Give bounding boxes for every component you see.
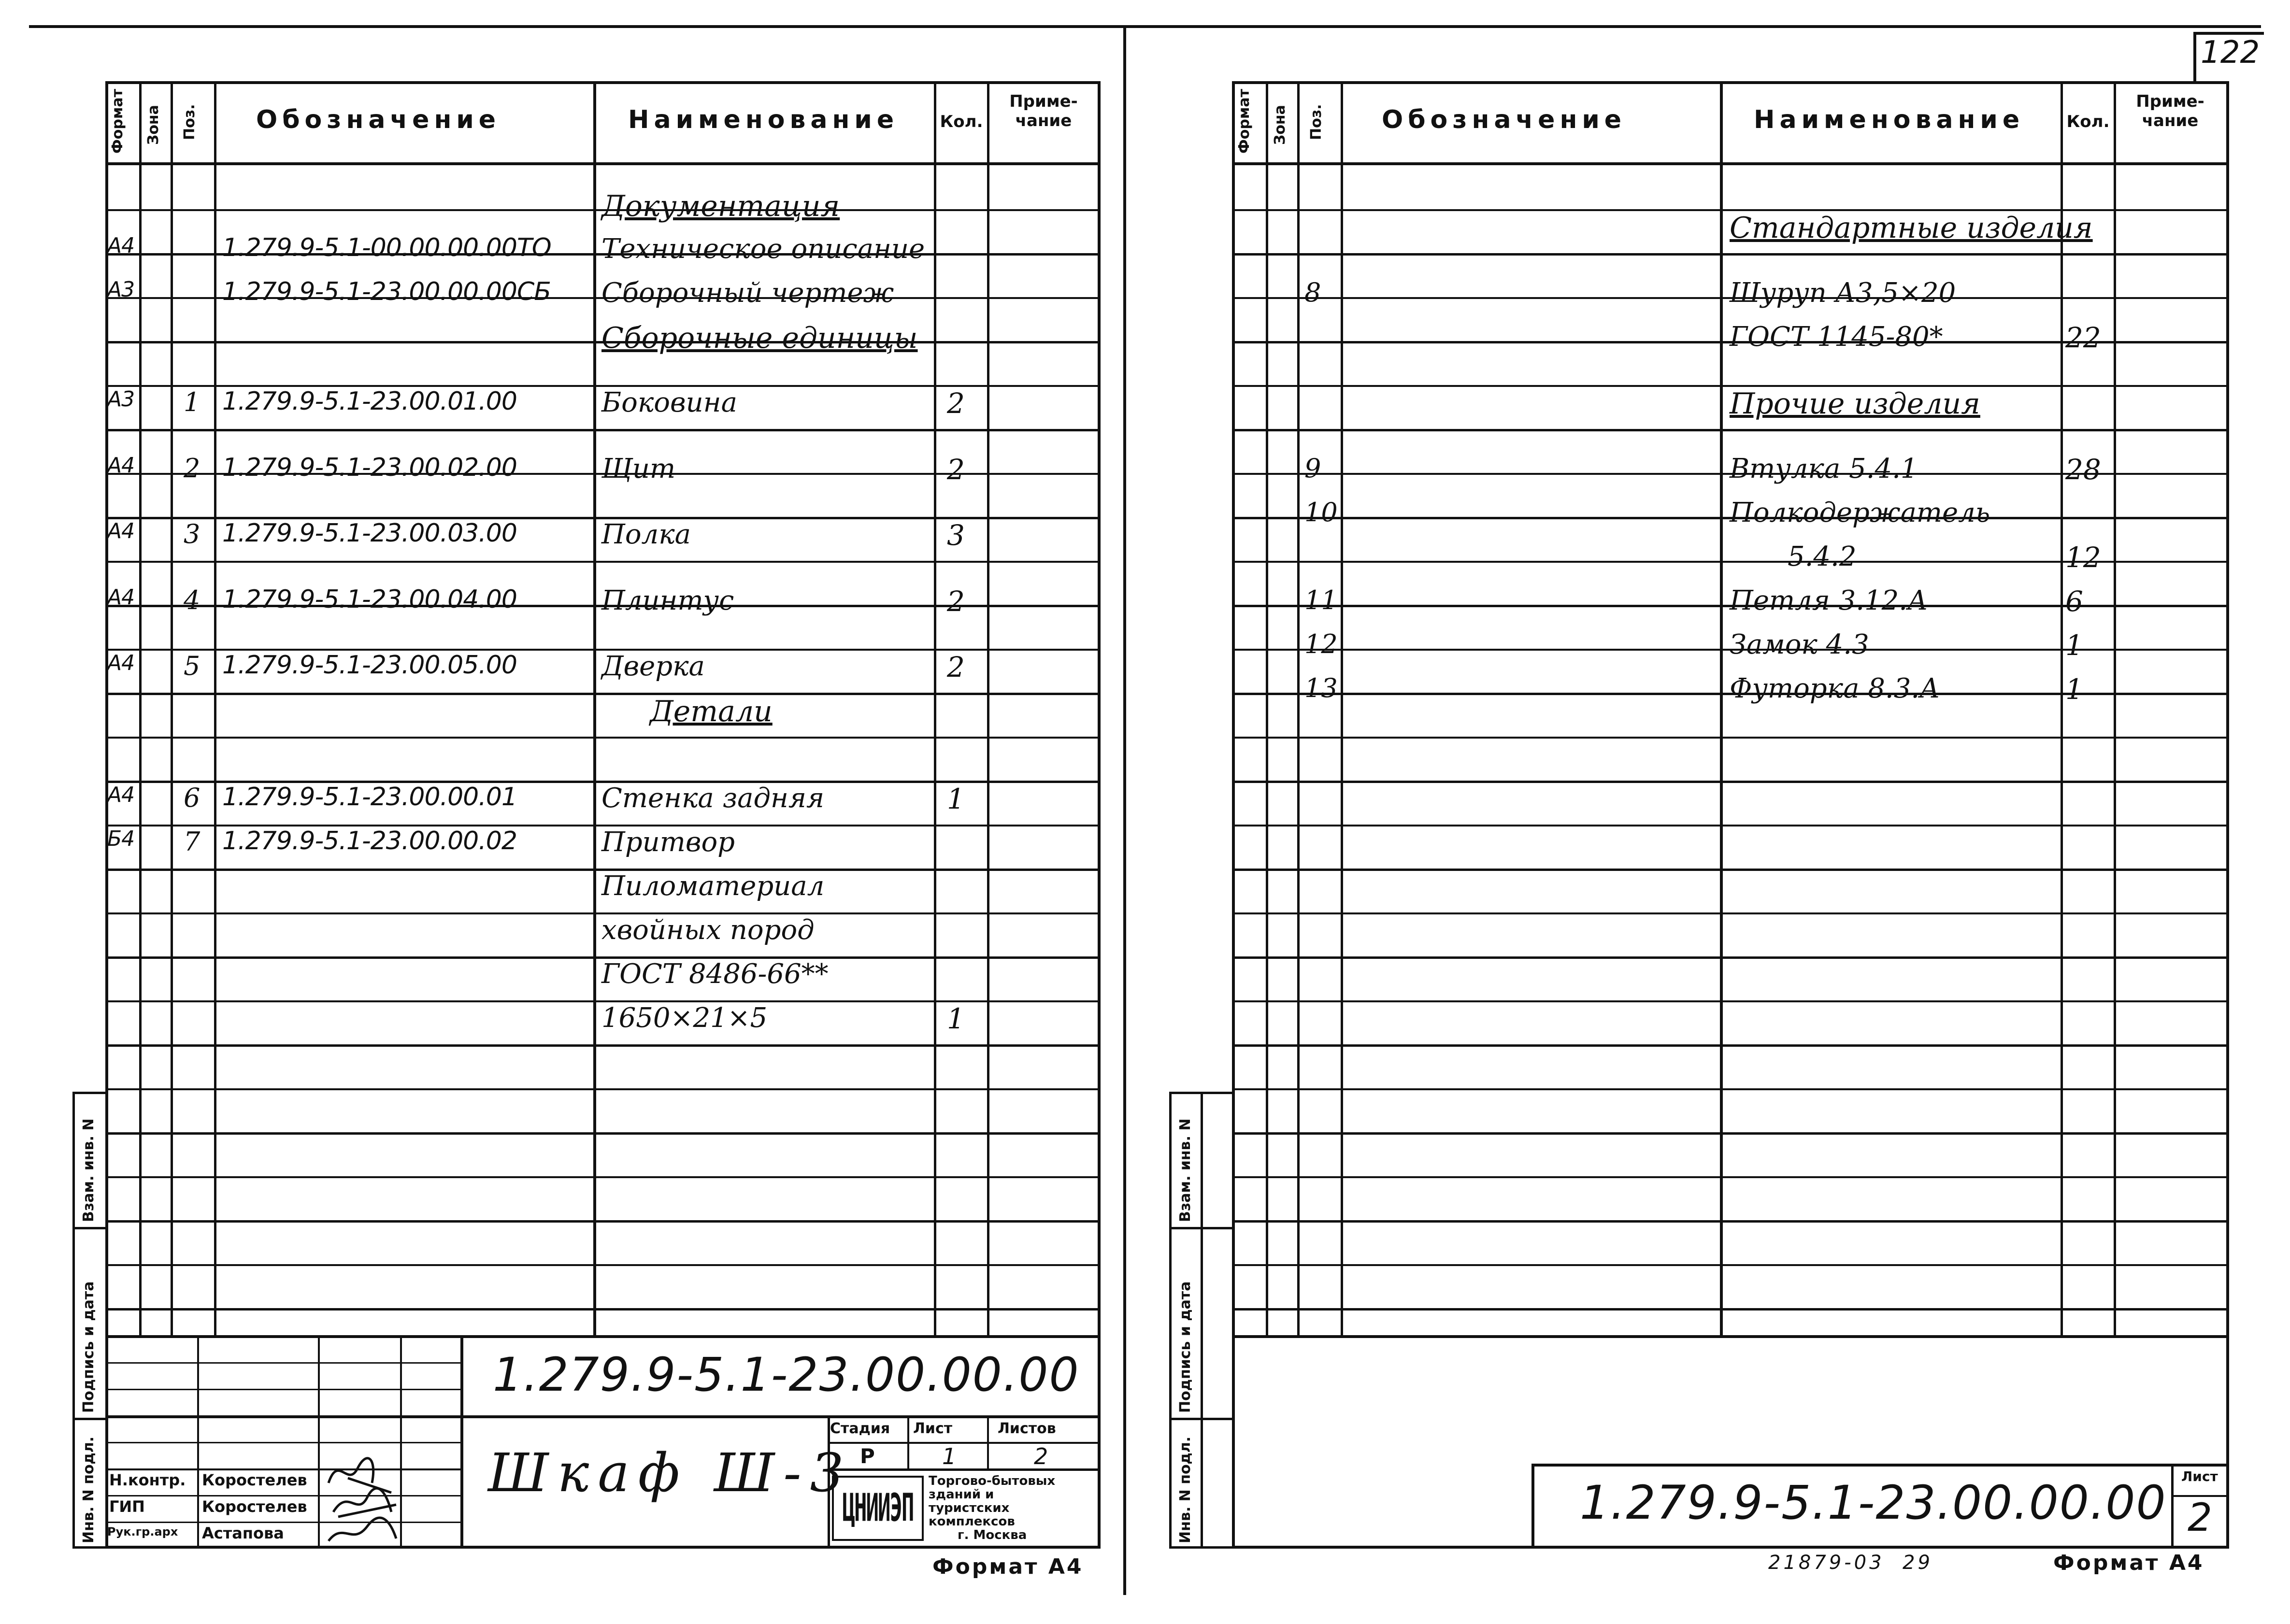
row-desig: 1.279.9-5.1-23.00.04.00 bbox=[222, 584, 517, 614]
row-pos: 3 bbox=[184, 519, 200, 549]
row-desig: 1.279.9-5.1-23.00.03.00 bbox=[222, 519, 517, 548]
right-format-label: Формат А4 bbox=[2053, 1551, 2204, 1575]
row-format: А4 bbox=[107, 651, 135, 675]
hdr-format: Формат bbox=[1236, 89, 1253, 154]
row-line bbox=[1232, 737, 2229, 739]
row-name: Втулка 5.4.1 bbox=[1730, 453, 1918, 484]
row-line bbox=[1232, 429, 2229, 431]
row-line bbox=[1232, 825, 2229, 826]
row-name: Притвор bbox=[601, 826, 735, 858]
row-name: ГОСТ 8486-66** bbox=[601, 958, 829, 990]
row-name: Дверка bbox=[601, 651, 705, 682]
row-section: Стандартные изделия bbox=[1730, 211, 2093, 245]
row-format: А3 bbox=[107, 277, 135, 302]
row-pos: 8 bbox=[1304, 277, 1321, 308]
hdr-name: Наименование bbox=[628, 105, 899, 134]
row-name: Техническое описание bbox=[601, 233, 925, 265]
row-qty: 2 bbox=[947, 453, 965, 486]
hdr-pos: Поз. bbox=[1308, 104, 1325, 140]
tb-sheets-label: Листов bbox=[998, 1420, 1056, 1437]
tb-stage-label: Стадия bbox=[830, 1420, 890, 1437]
row-name: 1650×21×5 bbox=[601, 1002, 768, 1034]
row-qty: 1 bbox=[2065, 628, 2083, 662]
hdr-zone: Зона bbox=[145, 105, 162, 145]
org-text-line: г. Москва bbox=[958, 1528, 1027, 1542]
tb-sheet: 1 bbox=[942, 1443, 957, 1469]
row-pos: 2 bbox=[184, 453, 200, 484]
row-desig: 1.279.9-5.1-00.00.00.00ТО bbox=[222, 233, 551, 262]
row-line bbox=[1232, 1044, 2229, 1047]
hdr-format: Формат bbox=[109, 89, 126, 154]
hdr-note: Приме- чание bbox=[1009, 92, 1078, 130]
row-name: Стенка задняя bbox=[601, 783, 825, 814]
rf-doc-number: 1.279.9-5.1-23.00.00.00 bbox=[1580, 1476, 2167, 1530]
row-desig: 1.279.9-5.1-23.00.00.00СБ bbox=[222, 277, 551, 306]
row-line bbox=[1232, 1220, 2229, 1223]
row-name: Боковина bbox=[601, 387, 737, 418]
tb-role: Н.контр. bbox=[109, 1471, 186, 1489]
row-format: А4 bbox=[107, 584, 135, 610]
row-section: Документация bbox=[601, 189, 840, 223]
org-text-line: зданий и bbox=[929, 1487, 994, 1502]
org-text-line: туристских bbox=[929, 1501, 1010, 1515]
row-qty: 3 bbox=[947, 519, 965, 552]
row-section: Сборочные единицы bbox=[601, 321, 918, 355]
row-qty: 22 bbox=[2065, 321, 2101, 354]
row-desig: 1.279.9-5.1-23.00.05.00 bbox=[222, 651, 517, 680]
row-desig: 1.279.9-5.1-23.00.01.00 bbox=[222, 387, 517, 416]
side-podpis-data: Подпись и дата bbox=[1177, 1281, 1194, 1413]
tb-person: Коростелев bbox=[202, 1497, 307, 1516]
row-line bbox=[1232, 869, 2229, 871]
row-name: Сборочный чертеж bbox=[601, 277, 894, 309]
tb-person: Коростелев bbox=[202, 1471, 307, 1489]
row-format: А4 bbox=[107, 453, 135, 478]
tb-stage: Р bbox=[860, 1444, 875, 1468]
side-vzam-inv: Взам. инв. N bbox=[80, 1118, 97, 1222]
row-desig: 1.279.9-5.1-23.00.02.00 bbox=[222, 453, 517, 482]
row-qty: 2 bbox=[947, 387, 965, 420]
row-line bbox=[1232, 1176, 2229, 1178]
hdr-pos: Поз. bbox=[181, 104, 198, 140]
hdr-note: Приме- чание bbox=[2136, 92, 2204, 130]
row-line bbox=[1232, 781, 2229, 783]
left-format-label: Формат А4 bbox=[932, 1554, 1084, 1579]
row-line bbox=[1232, 1264, 2229, 1266]
row-line bbox=[1232, 912, 2229, 914]
tb-role: Рук.гр.арх bbox=[107, 1525, 178, 1539]
row-line bbox=[1232, 1000, 2229, 1002]
rf-sheet-label: Лист bbox=[2181, 1468, 2218, 1484]
org-logo-text: ЦНИИЭП bbox=[842, 1486, 914, 1531]
hdr-designation: Обозначение bbox=[256, 105, 501, 134]
hdr-qty: Кол. bbox=[2066, 112, 2110, 131]
row-name: хвойных пород bbox=[601, 914, 815, 946]
row-line bbox=[1232, 1132, 2229, 1135]
side-inv-podl: Инв. N подл. bbox=[1177, 1436, 1194, 1543]
org-text-line: комплексов bbox=[929, 1514, 1015, 1529]
row-section: Прочие изделия bbox=[1730, 387, 1980, 421]
row-pos: 9 bbox=[1304, 453, 1321, 484]
row-name: Полкодержатель bbox=[1730, 497, 1990, 528]
tb-sheets: 2 bbox=[1034, 1443, 1048, 1469]
row-qty: 2 bbox=[947, 584, 965, 618]
hdr-qty: Кол. bbox=[940, 112, 983, 131]
row-name: 5.4.2 bbox=[1788, 541, 1857, 572]
row-name: ГОСТ 1145-80* bbox=[1730, 321, 1943, 353]
row-qty: 1 bbox=[2065, 672, 2083, 706]
row-qty: 6 bbox=[2065, 584, 2083, 618]
row-line bbox=[1232, 1308, 2229, 1311]
tb-person: Астапова bbox=[202, 1524, 284, 1542]
row-pos: 7 bbox=[184, 826, 200, 857]
row-pos: 10 bbox=[1304, 497, 1338, 527]
row-qty: 2 bbox=[947, 651, 965, 684]
row-name: Плинтус bbox=[601, 584, 734, 616]
side-inv-podl: Инв. N подл. bbox=[80, 1436, 97, 1543]
tb-role: ГИП bbox=[109, 1497, 145, 1516]
row-name: Шуруп А3,5×20 bbox=[1730, 277, 1956, 309]
row-desig: 1.279.9-5.1-23.00.00.02 bbox=[222, 826, 517, 855]
row-pos: 4 bbox=[184, 584, 200, 615]
row-name: Щит bbox=[601, 453, 676, 484]
rf-archive-number: 21879-03 29 bbox=[1768, 1552, 1933, 1574]
org-text-line: Торгово-бытовых bbox=[929, 1474, 1056, 1488]
row-format: Б4 bbox=[107, 826, 135, 851]
row-format: А4 bbox=[107, 519, 135, 543]
row-format: А3 bbox=[107, 387, 135, 412]
rf-sheet: 2 bbox=[2188, 1495, 2212, 1540]
page-number: 122 bbox=[2201, 35, 2260, 71]
row-qty: 1 bbox=[947, 1002, 965, 1035]
row-name: Петля 3.12.А bbox=[1730, 584, 1928, 616]
row-qty: 1 bbox=[947, 783, 965, 815]
hdr-zone: Зона bbox=[1272, 105, 1288, 145]
row-pos: 6 bbox=[184, 783, 200, 813]
row-pos: 11 bbox=[1304, 584, 1338, 615]
tb-doc-number: 1.279.9-5.1-23.00.00.00 bbox=[493, 1348, 1080, 1402]
side-vzam-inv: Взам. инв. N bbox=[1177, 1118, 1194, 1222]
row-format: А4 bbox=[107, 233, 135, 258]
row-section: Детали bbox=[650, 695, 773, 728]
hdr-name: Наименование bbox=[1754, 105, 2025, 134]
row-pos: 5 bbox=[184, 651, 200, 681]
tb-title: Шкаф Ш-3 bbox=[488, 1442, 853, 1504]
row-format: А4 bbox=[107, 783, 135, 807]
row-qty: 12 bbox=[2065, 541, 2101, 574]
side-podpis-data: Подпись и дата bbox=[80, 1281, 97, 1413]
row-desig: 1.279.9-5.1-23.00.00.01 bbox=[222, 783, 517, 812]
row-name: Полка bbox=[601, 519, 691, 550]
row-pos: 13 bbox=[1304, 672, 1338, 703]
row-pos: 12 bbox=[1304, 628, 1338, 659]
row-line bbox=[1232, 956, 2229, 959]
row-name: Футорка 8.3.А bbox=[1730, 672, 1940, 704]
row-name: Замок 4.3 bbox=[1730, 628, 1869, 660]
hdr-designation: Обозначение bbox=[1382, 105, 1627, 134]
tb-sheet-label: Лист bbox=[913, 1420, 953, 1437]
row-pos: 1 bbox=[184, 387, 200, 417]
row-line bbox=[1232, 253, 2229, 256]
row-name: Пиломатериал bbox=[601, 870, 825, 902]
row-qty: 28 bbox=[2065, 453, 2101, 486]
row-line bbox=[1232, 1088, 2229, 1090]
